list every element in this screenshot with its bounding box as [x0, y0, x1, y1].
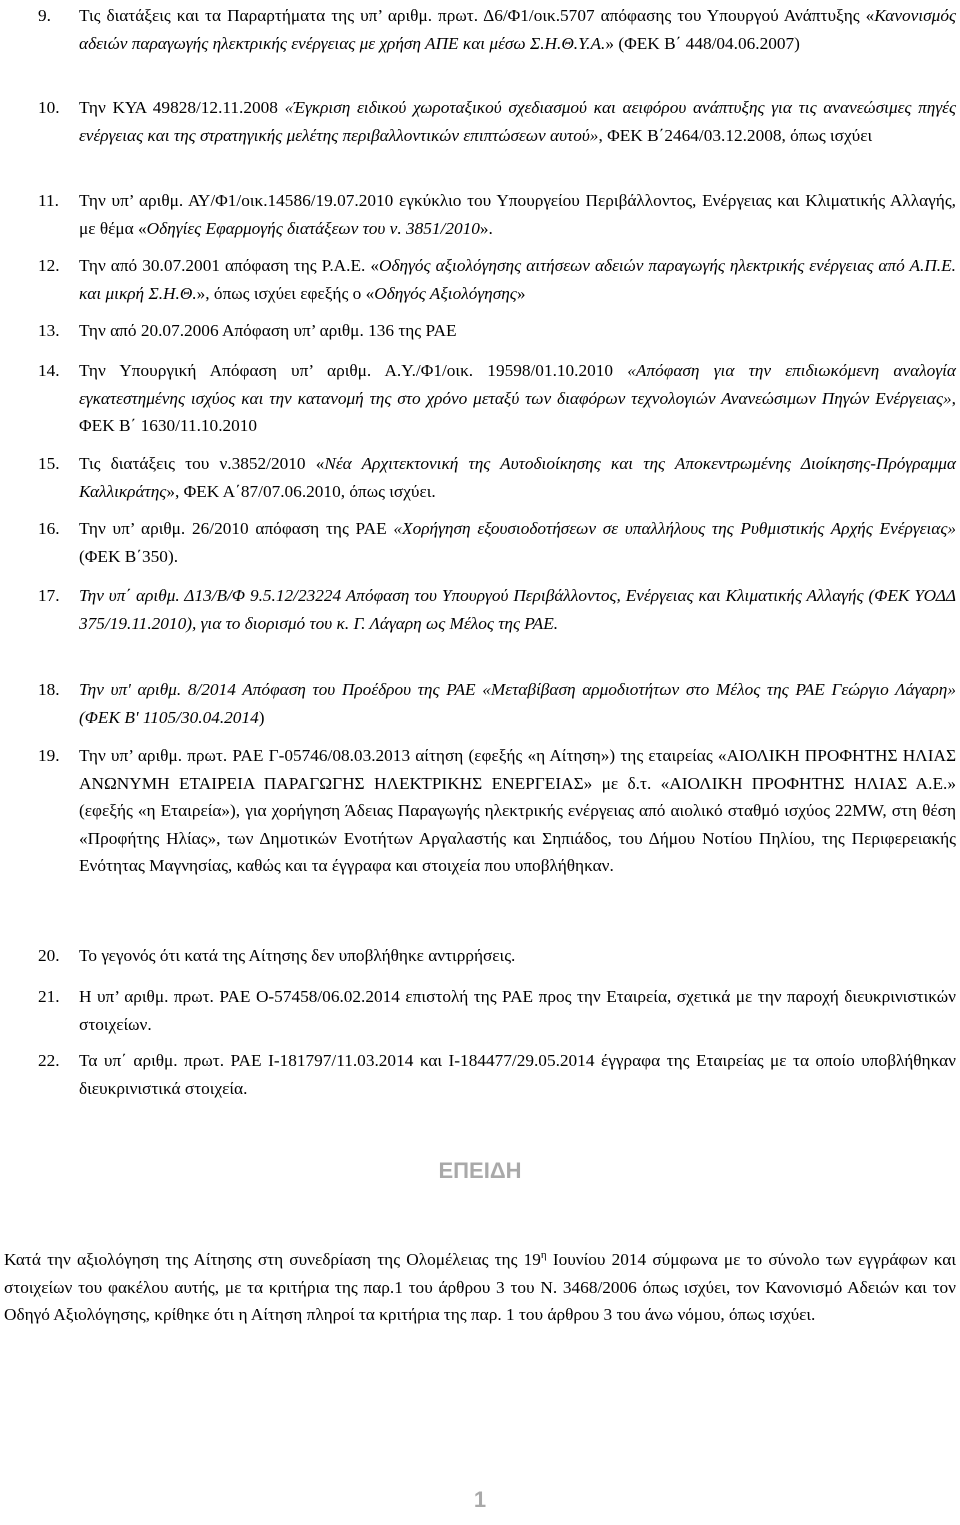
- italic-text-segment: Την υπ΄ αριθμ. Δ13/Β/Φ 9.5.12/23224 Απόφαση του Υπουργού Περιβάλλοντος, Ενέργειας και Κλιματικής Αλλαγής (ΦΕΚ ΥΟΔΔ 375/19.11.2010), για το διορισμό του κ. Γ. Λάγαρη ως Μέλος της ΡΑΕ.: [79, 586, 956, 633]
- text-segment: , ΦΕΚ Β΄ 1630/11.10.2010: [79, 388, 956, 435]
- item-number: 13.: [38, 321, 60, 340]
- text-segment: Η υπ’ αριθμ. πρωτ. ΡΑΕ Ο-57458/06.02.2014 επιστολή της ΡΑΕ προς την Εταιρεία, σχετικά με την παροχή διευκρινιστικών στοιχείων.: [79, 987, 956, 1034]
- text-segment: Την υπ’ αριθμ. 26/2010 απόφαση της ΡΑΕ: [79, 519, 394, 538]
- text-segment: », όπως ισχύει εφεξής ο «: [196, 283, 375, 303]
- text-segment: Την από 20.07.2006 Απόφαση υπ’ αριθμ. 136 της ΡΑΕ: [79, 321, 457, 340]
- item-number: 19.: [38, 746, 60, 765]
- list-item: [38, 742, 956, 880]
- text-segment: Την από 30.07.2001 απόφαση της Ρ.Α.Ε. «: [79, 256, 380, 275]
- item-text: [79, 357, 956, 440]
- item-number: 22.: [38, 1051, 60, 1070]
- text-segment: Την υπ’ αριθμ. πρωτ. ΡΑΕ Γ-05746/08.03.2013 αίτηση (εφεξής «η Αίτηση») της εταιρείας «ΑΙΟΛΙΚΗ ΠΡΟΦΗΤΗΣ ΗΛΙΑΣ ΑΝΩΝΥΜΗ ΕΤΑΙΡΕΙΑ ΠΑΡΑΓΩΓΗΣ ΗΛΕΚΤΡΙΚΗΣ ΕΝΕΡΓΕΙΑΣ» με δ.τ. «ΑΙΟΛΙΚΗ ΠΡΟΦΗΤΗΣ ΗΛΙΑΣ Α.Ε.» (εφεξής «η Εταιρεία»), για χορήγηση Άδειας Παραγωγής ηλεκτρικής ενέργειας από αιολικό σταθμό ισχύος 22MW, στη θέση «Προφήτης Ηλίας», των Δημοτικών Ενοτήτων Αργαλαστής και Σηπιάδος, του Δήμου Νοτίου Πηλίου, της Περιφερειακής Ενότητας Μαγνησίας, καθώς και τα έγγραφα και στοιχεία που υποβλήθηκαν.: [79, 746, 956, 875]
- list-item: [38, 317, 956, 345]
- ordinal-superscript: η: [540, 1249, 547, 1262]
- text-segment: Την ΚΥΑ 49828/12.11.2008: [79, 98, 285, 117]
- item-text: [79, 317, 956, 345]
- list-item: [38, 2, 956, 57]
- italic-text-segment: Νέα Αρχιτεκτονική της Αυτοδιοίκησης και της Αποκεντρωμένης Διοίκησης-Πρόγραμμα Καλλικράτης: [79, 454, 956, 501]
- text-segment: » (ΦΕΚ Β΄ 448/04.06.2007): [605, 33, 800, 53]
- text-segment: , ΦΕΚ Β΄2464/03.12.2008, όπως ισχύει: [598, 125, 873, 145]
- item-number: 18.: [38, 680, 60, 699]
- item-number: 21.: [38, 987, 60, 1006]
- item-text: [79, 2, 956, 57]
- item-text: [79, 515, 956, 570]
- list-item: [38, 450, 956, 505]
- item-number: 16.: [38, 519, 60, 538]
- text-segment: Την Υπουργική Απόφαση υπ’ αριθμ. Α.Υ./Φ1/οικ. 19598/01.10.2010: [79, 361, 628, 380]
- text-segment: Τα υπ΄ αριθμ. πρωτ. ΡΑΕ Ι-181797/11.03.2014 και Ι-184477/29.05.2014 έγγραφα της Εταιρείας με τα οποίο υποβλήθηκαν διευκρινιστικά στοιχεία.: [79, 1051, 956, 1098]
- italic-text-segment: Οδηγός Αξιολόγησης: [374, 283, 517, 303]
- item-number: 12.: [38, 256, 60, 275]
- italic-text-segment: Κανονισμός αδειών παραγωγής ηλεκτρικής ενέργειας με χρήση ΑΠΕ και μέσω Σ.Η.Θ.Υ.Α.: [79, 6, 956, 53]
- item-number: 9.: [38, 6, 51, 25]
- item-number: 17.: [38, 586, 60, 605]
- italic-text-segment: Οδηγός αξιολόγησης αιτήσεων αδειών παραγωγής ηλεκτρικής ενέργειας από Α.Π.Ε. και μικρή Σ.Η.Θ.: [79, 256, 956, 303]
- item-number: 10.: [38, 98, 60, 117]
- item-text: [79, 676, 956, 731]
- item-number: 11.: [38, 191, 59, 210]
- text-segment: ): [258, 707, 265, 727]
- list-item: [38, 1047, 956, 1102]
- item-text: [79, 94, 956, 149]
- item-text: [79, 187, 956, 242]
- text-segment: »: [516, 283, 526, 303]
- text-segment: ».: [479, 218, 493, 238]
- item-text: [79, 582, 956, 637]
- item-text: [79, 450, 956, 505]
- page-number: 1: [473, 1487, 487, 1512]
- list-item: [38, 676, 956, 731]
- item-text: [79, 942, 956, 970]
- item-text: [79, 252, 956, 307]
- decision-text-before: Κατά την αξιολόγηση της Αίτησης στη συνεδρίαση της Ολομέλειας της 19: [4, 1250, 541, 1269]
- list-item: [38, 983, 956, 1038]
- italic-text-segment: Οδηγίες Εφαρμογής διατάξεων του ν. 3851/2010: [146, 218, 480, 238]
- text-segment: Την υπ’ αριθμ. ΑΥ/Φ1/οικ.14586/19.07.2010 εγκύκλιο του Υπουργείου Περιβάλλοντος, Ενέργειας και Κλιματικής Αλλαγής, με θέμα «: [79, 191, 956, 238]
- item-text: [79, 983, 956, 1038]
- italic-text-segment: Την υπ' αριθμ. 8/2014 Απόφαση του Προέδρου της ΡΑΕ «Μεταβίβαση αρμοδιοτήτων στο Μέλος της ΡΑΕ Γεώργιο Λάγαρη» (ΦΕΚ Β' 1105/30.04.2014: [79, 680, 956, 727]
- text-segment: (ΦΕΚ Β΄350).: [79, 546, 179, 566]
- italic-text-segment: «Απόφαση για την επιδιωκόμενη αναλογία εγκατεστημένης ισχύος και την κατανομή της στο χρόνο μεταξύ των διαφόρων τεχνολογιών Ανανεώσιμων Πηγών Ενέργειας»: [79, 361, 957, 408]
- list-item: [38, 942, 956, 970]
- item-text: [79, 742, 956, 880]
- item-number: 14.: [38, 361, 60, 380]
- list-item: [38, 94, 956, 149]
- text-segment: Τις διατάξεις του ν.3852/2010 «: [79, 454, 325, 473]
- item-number: 15.: [38, 454, 60, 473]
- list-item: [38, 515, 956, 570]
- text-segment: Τις διατάξεις και τα Παραρτήματα της υπ’ αριθμ. πρωτ. Δ6/Φ1/οικ.5707 απόφασης του Υπουργού Ανάπτυξης «: [79, 6, 875, 25]
- italic-text-segment: «Έγκριση ειδικού χωροταξικού σχεδιασμού και αειφόρου ανάπτυξης για τις ανανεώσιμες πηγές ενέργειας και της στρατηγικής μελέτης περιβαλλοντικών επιπτώσεων αυτού»: [79, 98, 956, 145]
- decision-paragraph: [4, 1246, 956, 1329]
- list-item: [38, 187, 956, 242]
- text-segment: Το γεγονός ότι κατά της Αίτησης δεν υποβλήθηκε αντιρρήσεις.: [79, 946, 516, 965]
- list-item: [38, 582, 956, 637]
- section-heading: ΕΠΕΙΔΗ: [438, 1158, 522, 1183]
- list-item: [38, 252, 956, 307]
- item-text: [79, 1047, 956, 1102]
- item-number: 20.: [38, 946, 60, 965]
- decision-text-after: Ιουνίου 2014 σύμφωνα με το σύνολο των εγγράφων και στοιχείων του φακέλου αυτής, με τα κριτήρια της παρ.1 του άρθρου 3 του Ν. 3468/2006 όπως ισχύει, τον Κανονισμό Αδειών και τον Οδηγό Αξιολόγησης, κρίθηκε ότι η Αίτηση πληροί τα κριτήρια της παρ. 1 του άρθρου 3 του άνω νόμου, όπως ισχύει.: [4, 1250, 956, 1324]
- text-segment: », ΦΕΚ Α΄87/07.06.2010, όπως ισχύει.: [166, 481, 436, 501]
- italic-text-segment: «Χορήγηση εξουσιοδοτήσεων σε υπαλλήλους της Ρυθμιστικής Αρχής Ενέργειας»: [393, 519, 956, 538]
- list-item: [38, 357, 956, 440]
